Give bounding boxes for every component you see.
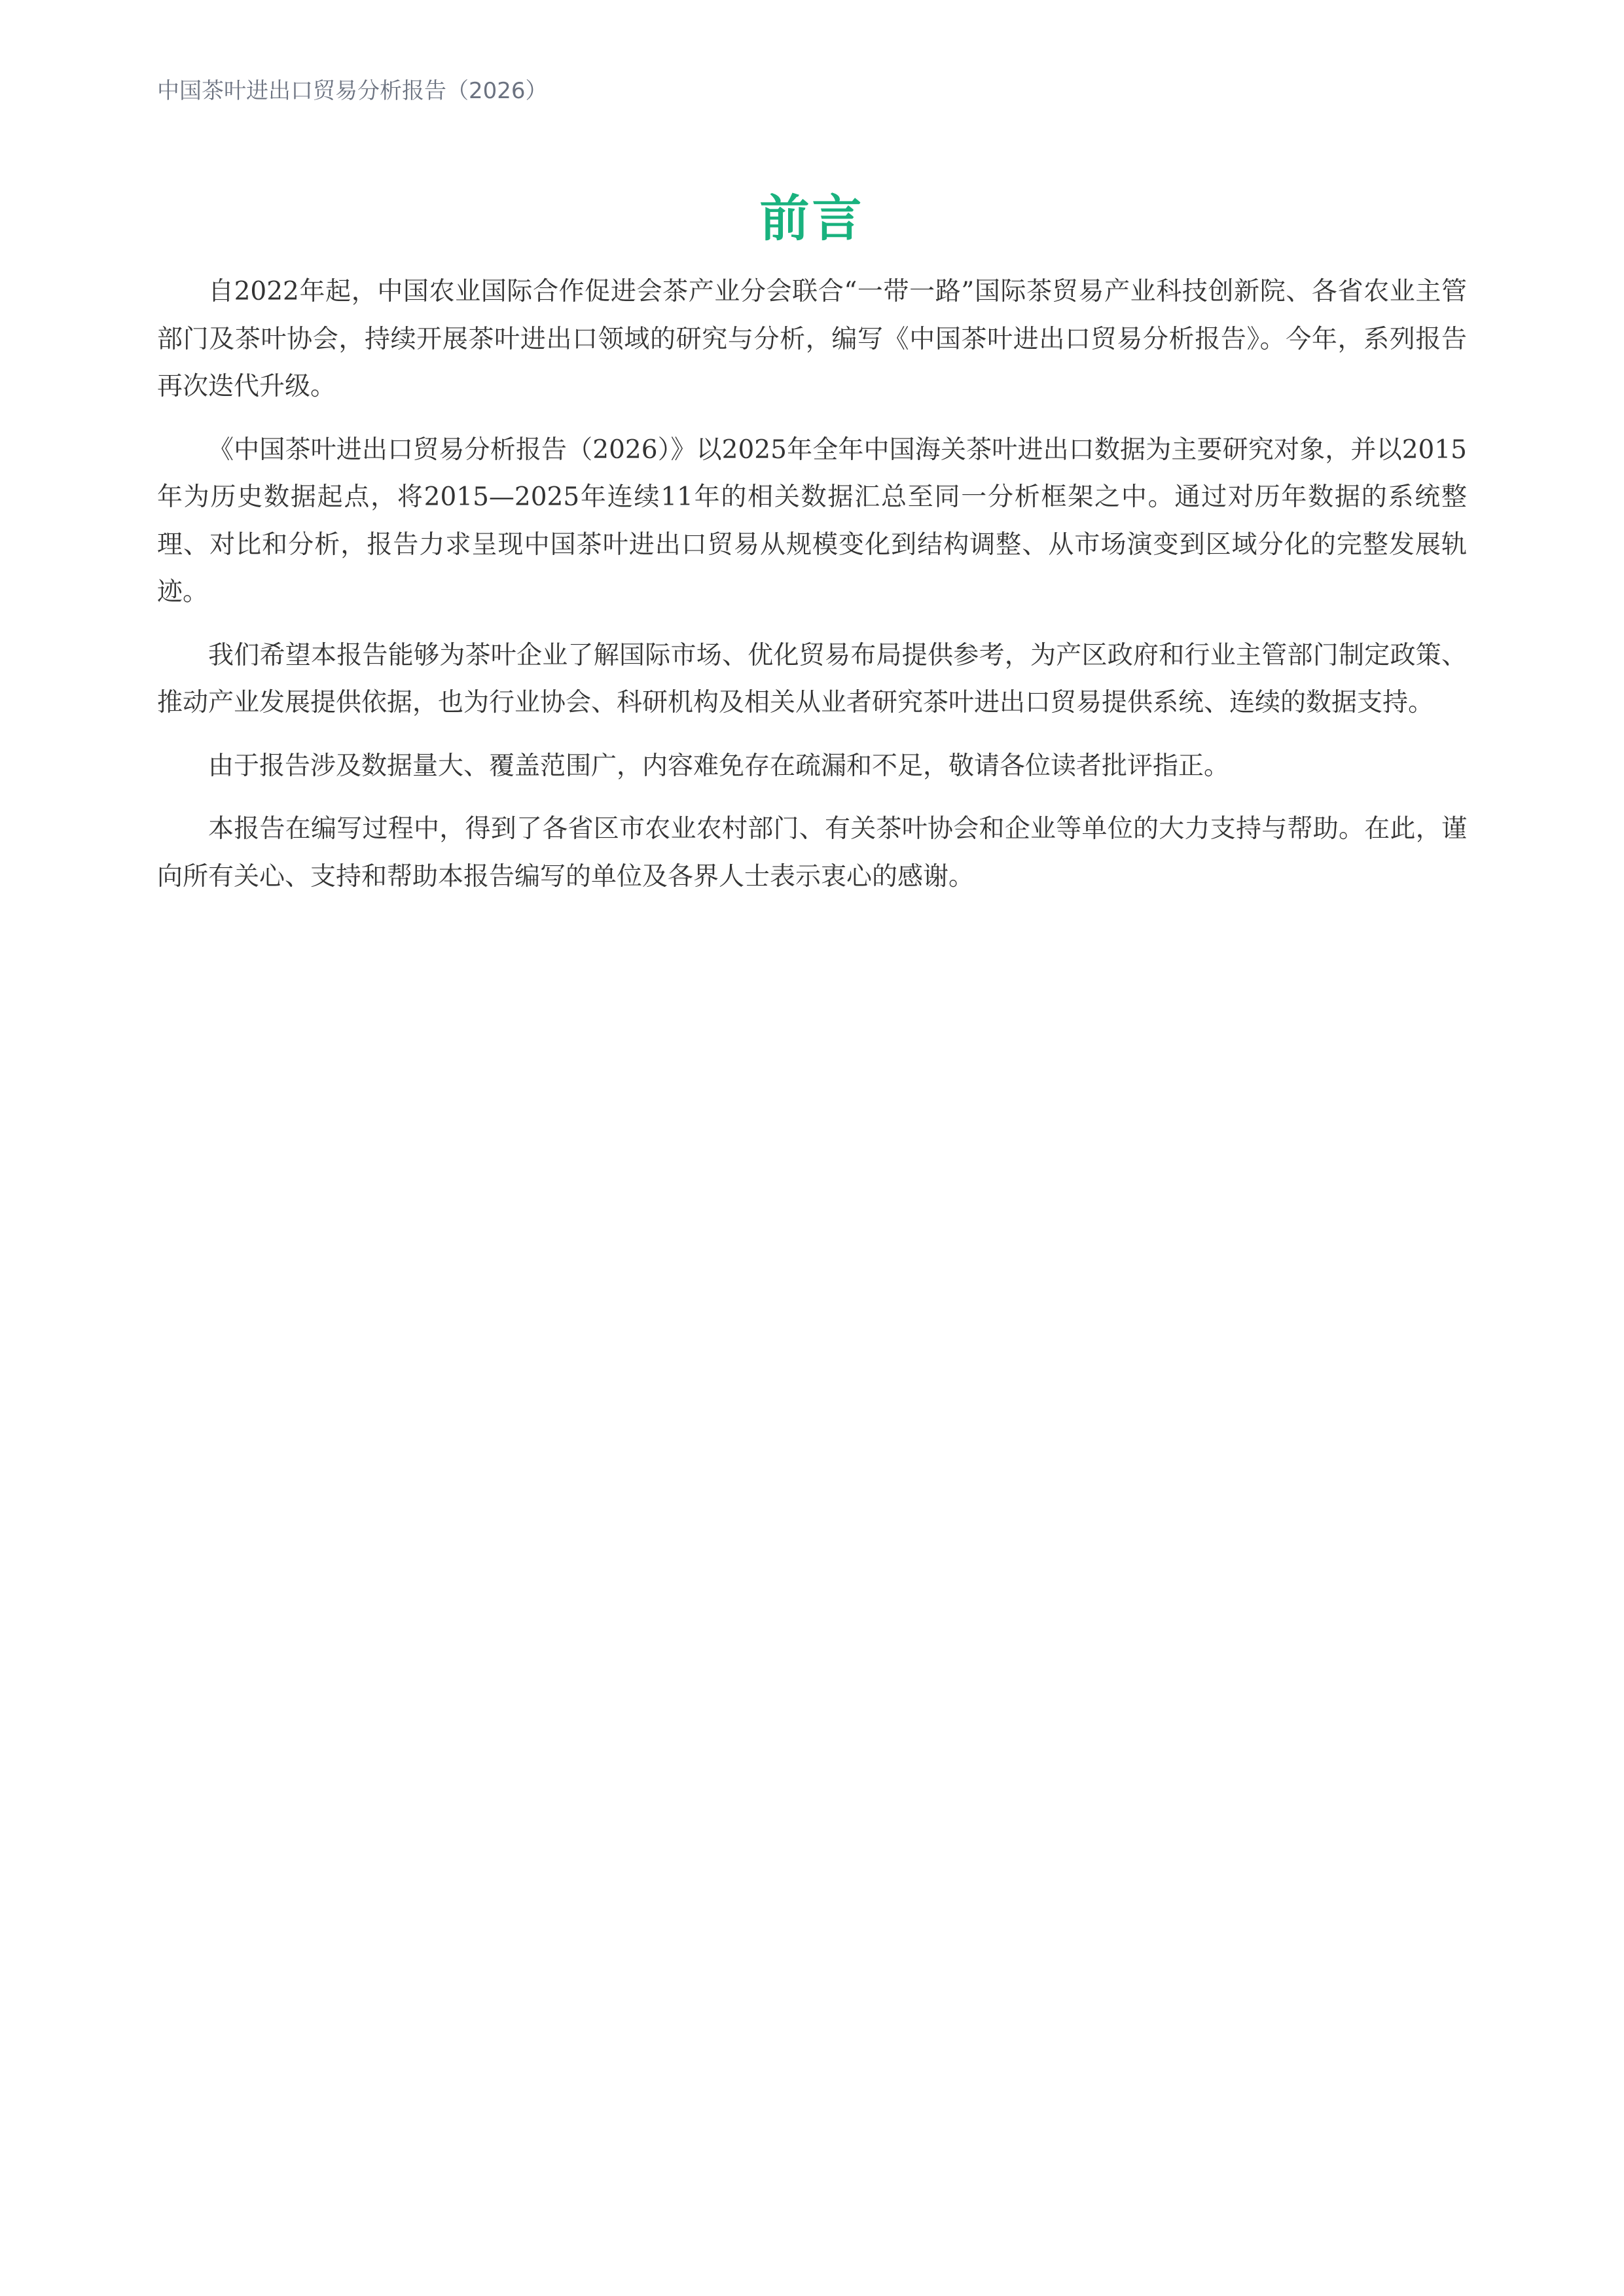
page-title: 前言 [759,188,865,247]
preface-body [157,268,1467,916]
running-header: 中国茶叶进出口贸易分析报告（2026） [157,78,548,104]
paragraph-2: 《中国茶叶进出口贸易分析报告（2026）》以2025年全年中国海关茶叶进出口数据为主要研究对象，并以2015年为历史数据起点，将2015—2025年连续11年的相关数据汇总至同一分析框架之中。通过对历年数据的系统整理、对比和分析，报告力求呈现中国茶叶进出口贸易从规模变化到结构调整、从市场演变到区域分化的完整发展轨迹。 [157,435,1467,607]
paragraph-4: 由于报告涉及数据量大、覆盖范围广，内容难免存在疏漏和不足，敬请各位读者批评指正。 [208,751,1230,781]
paragraph-3: 我们希望本报告能够为茶叶企业了解国际市场、优化贸易布局提供参考，为产区政府和行业主管部门制定政策、推动产业发展提供依据，也为行业协会、科研机构及相关从业者研究茶叶进出口贸易提供系统、连续的数据支持。 [157,640,1467,717]
paragraph-1: 自2022年起，中国农业国际合作促进会茶产业分会联合“一带一路”国际茶贸易产业科技创新院、各省农业主管部门及茶叶协会，持续开展茶叶进出口领域的研究与分析，编写《中国茶叶进出口贸易分析报告》。今年，系列报告再次迭代升级。 [157,277,1467,401]
paragraph-5: 本报告在编写过程中，得到了各省区市农业农村部门、有关茶叶协会和企业等单位的大力支持与帮助。在此，谨向所有关心、支持和帮助本报告编写的单位及各界人士表示衷心的感谢。 [157,814,1467,891]
